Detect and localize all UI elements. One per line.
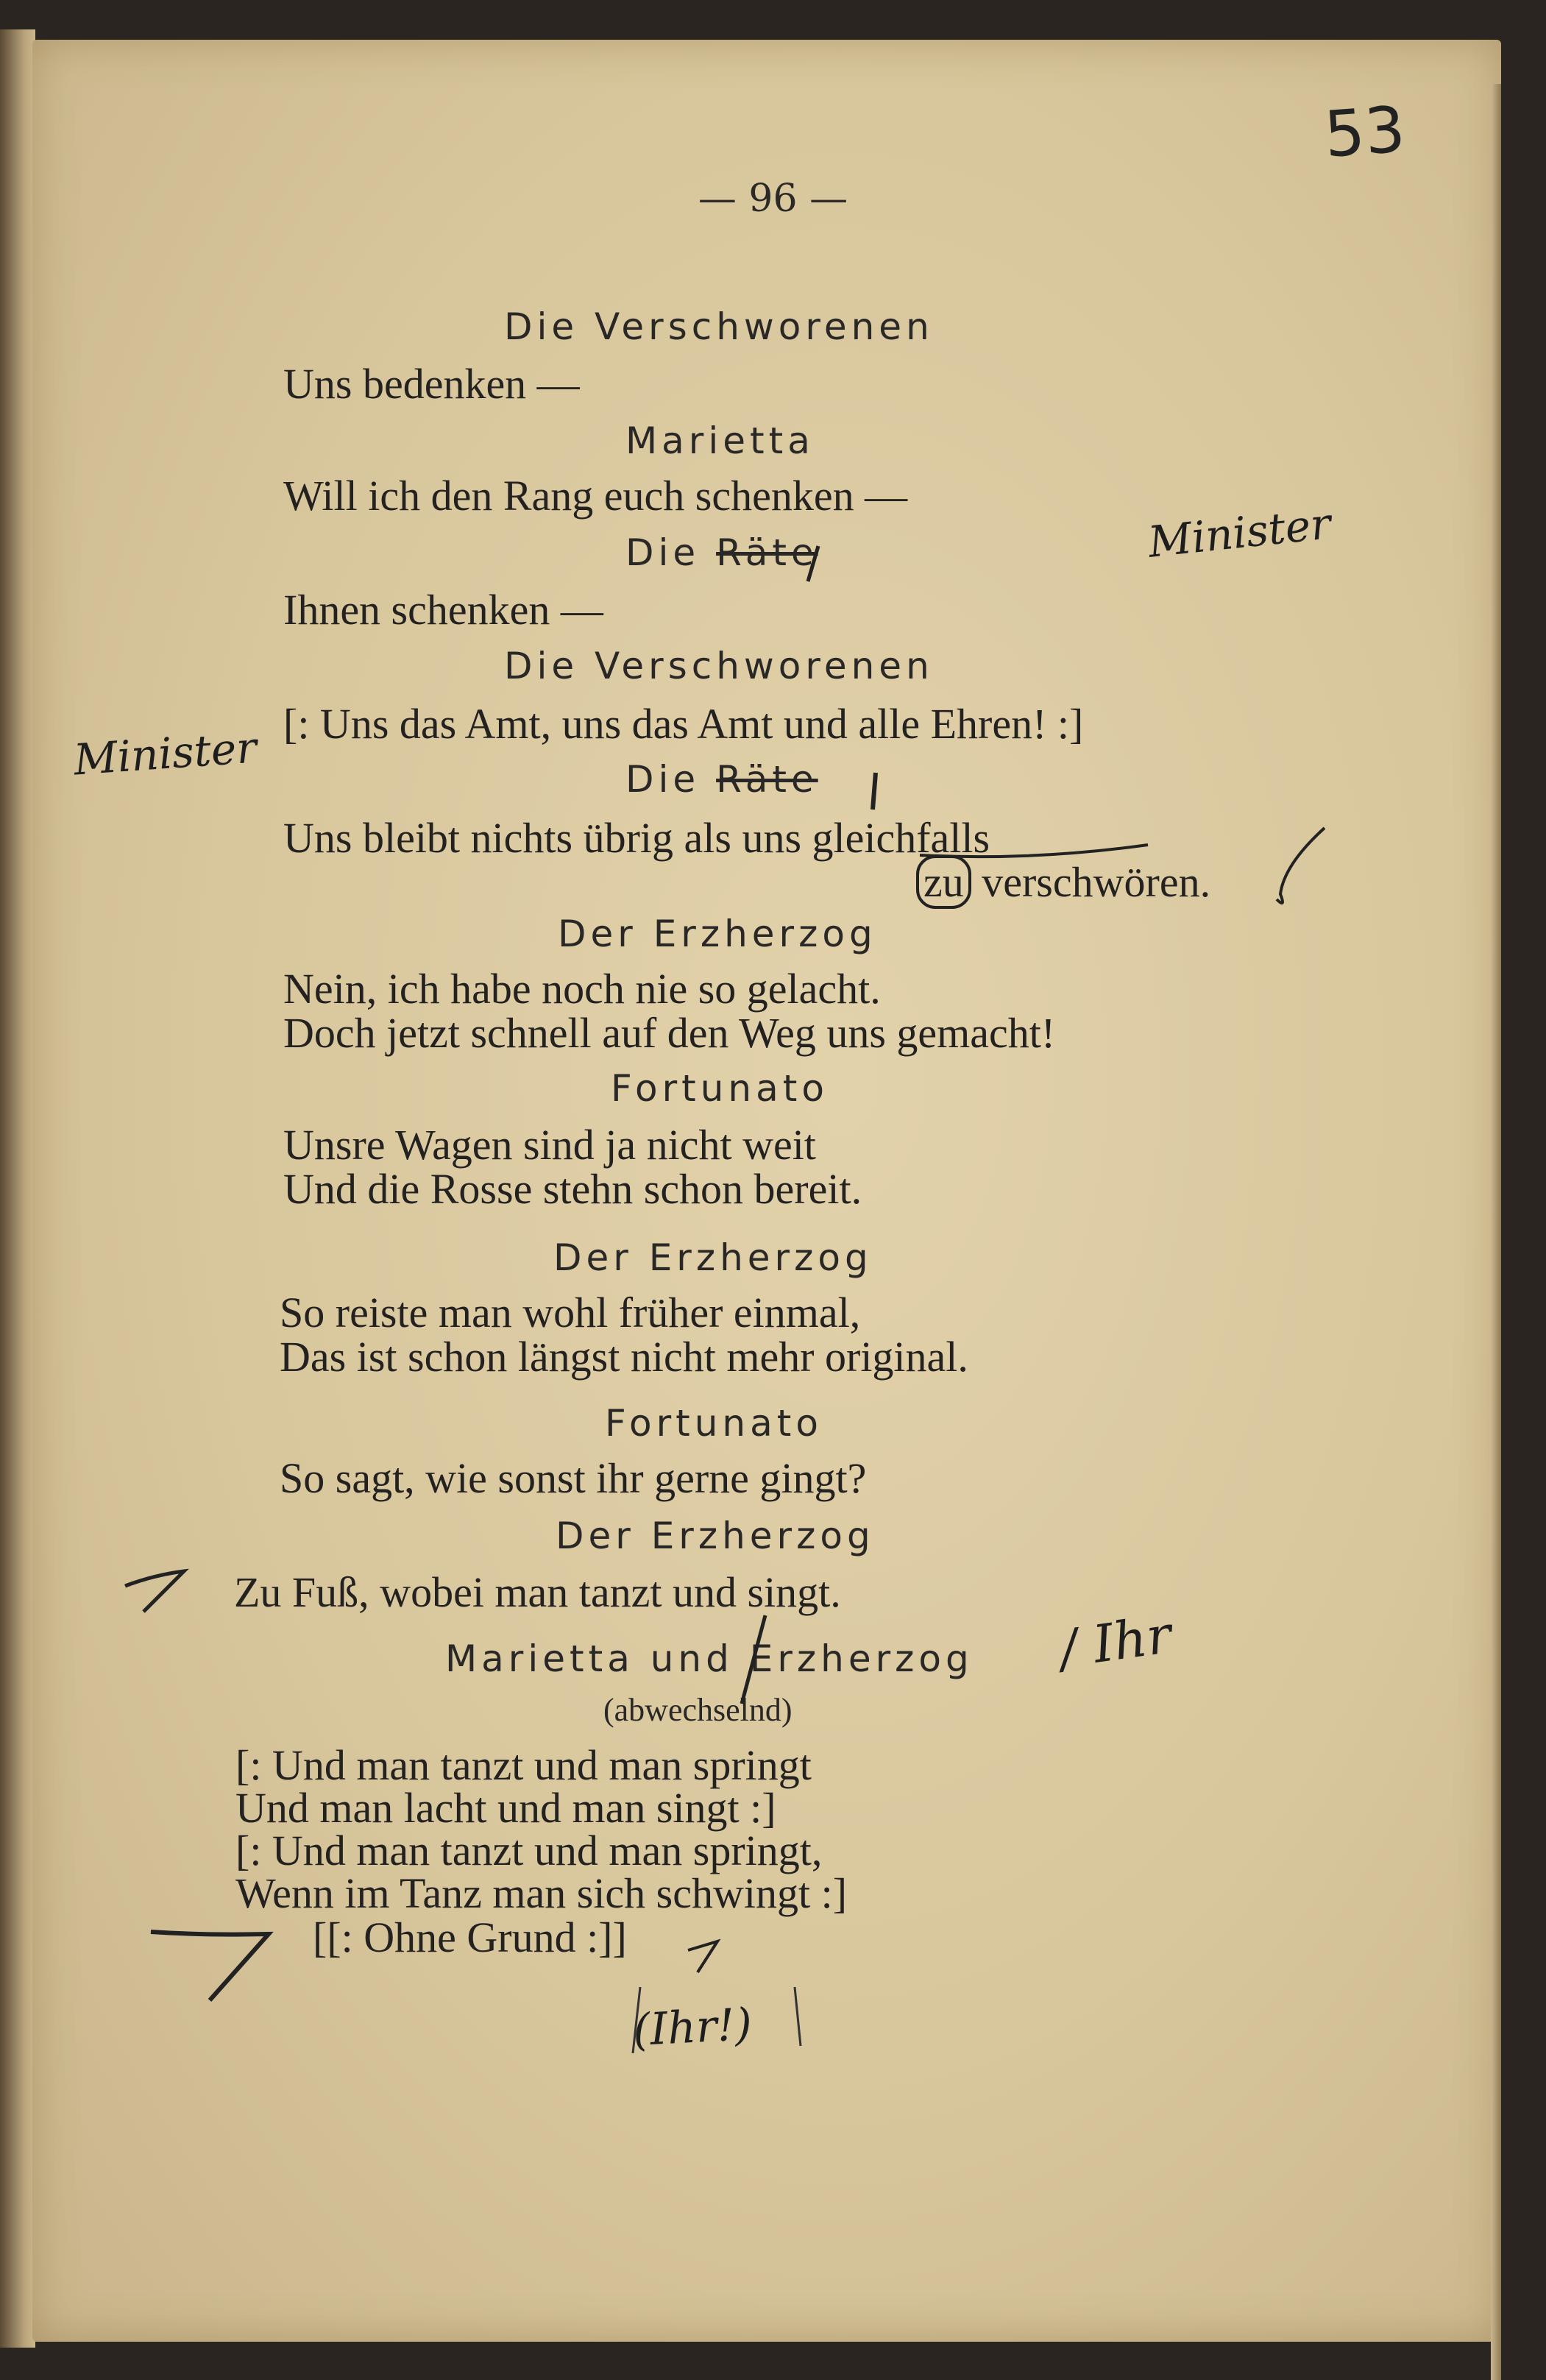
speaker-label: Die — [625, 758, 701, 801]
pencil-stroke — [808, 546, 818, 581]
speaker-fortunato: Fortunato — [611, 1067, 829, 1110]
pencil-stroke — [873, 773, 876, 810]
text-line: Uns bleibt nichts übrig als uns gleichfalls — [283, 814, 990, 862]
speaker-erzherzog: Der Erzherzog — [553, 1236, 873, 1279]
struck-word: Räte — [716, 758, 818, 801]
text-line: [: Und man tanzt und man springt — [235, 1741, 812, 1789]
arrow-icon — [125, 1571, 184, 1612]
handwritten-note: / Ihr — [1056, 1604, 1175, 1680]
speaker-label: Die — [625, 531, 701, 574]
pencil-underline — [920, 845, 1148, 857]
speaker-erzherzog: Der Erzherzog — [556, 1515, 875, 1557]
speaker-fortunato: Fortunato — [605, 1402, 823, 1445]
pencil-stroke — [1277, 828, 1325, 903]
arrow-icon — [151, 1932, 269, 2000]
folio-number: 53 — [1322, 93, 1408, 172]
circled-word: zu — [916, 855, 971, 909]
speaker-verschworenen: Die Verschworenen — [504, 305, 934, 348]
text-line: [: Uns das Amt, uns das Amt und alle Ehren! :] — [283, 700, 1084, 748]
text-line: Nein, ich habe noch nie so gelacht. — [283, 965, 881, 1013]
handwritten-note: Minister — [1146, 498, 1333, 567]
text-line: Uns bedenken — — [283, 360, 580, 408]
text-line: Wenn im Tanz man sich schwingt :] — [235, 1869, 848, 1917]
page-number: — 96 — — [698, 177, 848, 221]
arrow-icon — [688, 1941, 717, 1972]
handwritten-note: Minister — [71, 722, 259, 785]
pencil-stroke — [742, 1615, 765, 1704]
text-line: Unsre Wagen sind ja nicht weit — [283, 1121, 816, 1169]
speaker-marietta-erzherzog: Marietta und Erzherzog — [445, 1637, 974, 1680]
text-line: So sagt, wie sonst ihr gerne gingt? — [280, 1454, 867, 1502]
text-line: Doch jetzt schnell auf den Weg uns gemacht! — [283, 1009, 1056, 1057]
text-line: Ihnen schenken — — [283, 586, 603, 634]
text-line: [[: Ohne Grund :]] — [313, 1913, 627, 1961]
handwritten-note: (Ihr!) — [631, 1998, 754, 2057]
stage-direction: (abwechselnd) — [603, 1692, 792, 1728]
text-word: verschwören. — [982, 858, 1211, 906]
text-line: Will ich den Rang euch schenken — — [283, 472, 908, 520]
text-line: Das ist schon längst nicht mehr original. — [280, 1333, 968, 1381]
pencil-stroke — [633, 1987, 640, 2053]
text-line: Zu Fuß, wobei man tanzt und singt. — [234, 1568, 841, 1616]
speaker-marietta: Marietta — [625, 419, 815, 462]
speaker-erzherzog: Der Erzherzog — [558, 913, 877, 955]
struck-word: Räte — [716, 531, 818, 574]
text-line: [: Und man tanzt und man springt, — [235, 1827, 823, 1874]
speaker-verschworenen: Die Verschworenen — [504, 645, 934, 687]
text-line: Und die Rosse stehn schon bereit. — [283, 1165, 862, 1213]
pencil-stroke — [795, 1987, 801, 2046]
text-line: So reiste man wohl früher einmal, — [280, 1289, 861, 1336]
text-line: Und man lacht und man singt :] — [235, 1784, 776, 1832]
